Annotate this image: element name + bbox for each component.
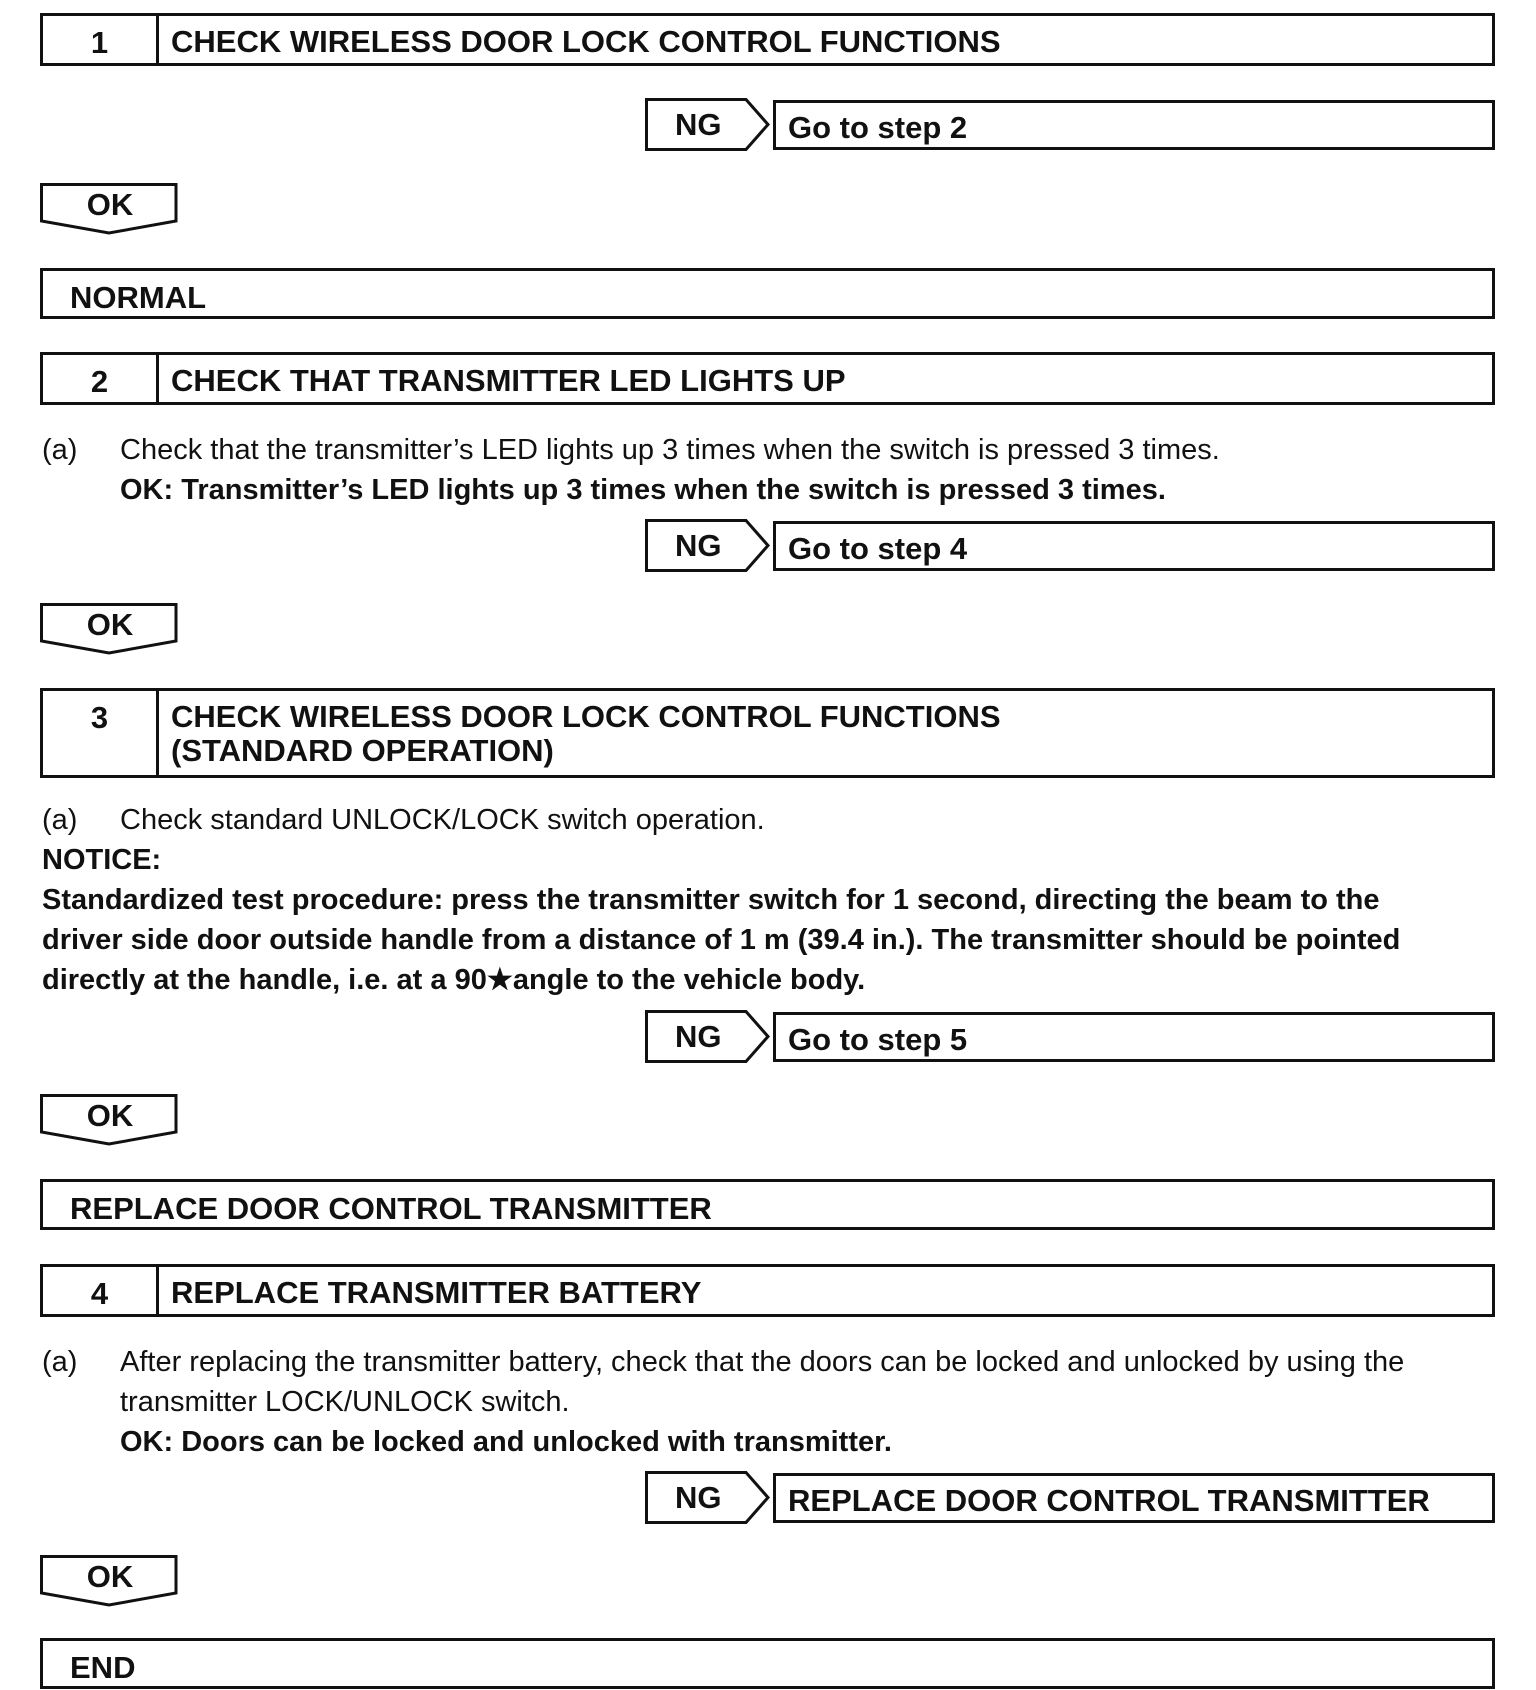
step-4-ok-spec: OK: Doors can be locked and unlocked with transmitter.	[120, 1426, 892, 1458]
ng-branch-tag	[645, 98, 745, 151]
step-title: CHECK THAT TRANSMITTER LED LIGHTS UP	[171, 363, 846, 398]
ng-result-box	[773, 1473, 1495, 1523]
ng-result-box	[773, 100, 1495, 150]
ok-branch-tag	[40, 183, 180, 235]
step-title-line-1: CHECK WIRELESS DOOR LOCK CONTROL FUNCTIONS	[171, 699, 1001, 734]
result-text: NORMAL	[70, 280, 207, 315]
ok-label: OK	[86, 607, 134, 642]
ng-result-box	[773, 1012, 1495, 1062]
step-3-item-label: (a)	[42, 804, 78, 836]
ng-branch-tag	[645, 519, 745, 572]
ng-result-text: Go to step 2	[788, 110, 968, 145]
step-3-header	[40, 688, 1495, 778]
step-4-item-line-2: transmitter LOCK/UNLOCK switch.	[120, 1386, 570, 1418]
result-text: END	[70, 1650, 136, 1685]
ok-branch-tag	[40, 1094, 180, 1146]
notice-line-3: directly at the handle, i.e. at a 90★angle to the vehicle body.	[42, 964, 866, 996]
ok-label: OK	[86, 1098, 134, 1133]
ng-label: NG	[675, 1018, 722, 1054]
step-4-header	[40, 1264, 1495, 1317]
ng-result-text: Go to step 5	[788, 1022, 968, 1057]
step-title: CHECK WIRELESS DOOR LOCK CONTROL FUNCTIONS	[171, 24, 1001, 59]
notice-line-2: driver side door outside handle from a distance of 1 m (39.4 in.). The transmitter should be pointed	[42, 924, 1401, 956]
ok-label: OK	[86, 1559, 134, 1594]
step-number: 1	[43, 16, 159, 63]
result-box-replace-transmitter	[40, 1179, 1495, 1230]
step-2-header	[40, 352, 1495, 405]
step-1-header	[40, 13, 1495, 66]
result-box-normal	[40, 268, 1495, 319]
ng-result-box	[773, 521, 1495, 571]
ng-result-text: REPLACE DOOR CONTROL TRANSMITTER	[788, 1483, 1430, 1518]
ok-label: OK	[86, 187, 134, 222]
ng-label: NG	[675, 1479, 722, 1515]
step-title: REPLACE TRANSMITTER BATTERY	[171, 1275, 702, 1310]
step-2-item-label: (a)	[42, 434, 78, 466]
step-title-line-2: (STANDARD OPERATION)	[171, 733, 554, 768]
ng-result-text: Go to step 4	[788, 531, 968, 566]
step-4-item-line-1: After replacing the transmitter battery, check that the doors can be locked and unlocked by using the	[120, 1346, 1405, 1378]
step-3-item-text: Check standard UNLOCK/LOCK switch operation.	[120, 804, 765, 836]
step-number: 4	[43, 1267, 159, 1314]
ng-branch-tag	[645, 1010, 745, 1063]
notice-line-1: Standardized test procedure: press the transmitter switch for 1 second, directing the beam to the	[42, 884, 1380, 916]
ok-branch-tag	[40, 603, 180, 655]
result-box-end	[40, 1638, 1495, 1689]
ok-branch-tag	[40, 1555, 180, 1607]
ng-label: NG	[675, 106, 722, 142]
step-2-ok-spec: OK: Transmitter’s LED lights up 3 times when the switch is pressed 3 times.	[120, 474, 1166, 506]
step-number: 3	[43, 691, 159, 775]
notice-heading: NOTICE:	[42, 844, 162, 876]
step-4-item-label: (a)	[42, 1346, 78, 1378]
ng-label: NG	[675, 527, 722, 563]
step-2-item-text: Check that the transmitter’s LED lights up 3 times when the switch is pressed 3 times.	[120, 434, 1220, 466]
step-number: 2	[43, 355, 159, 402]
result-text: REPLACE DOOR CONTROL TRANSMITTER	[70, 1191, 712, 1226]
ng-branch-tag	[645, 1471, 745, 1524]
step-title	[159, 691, 1001, 775]
